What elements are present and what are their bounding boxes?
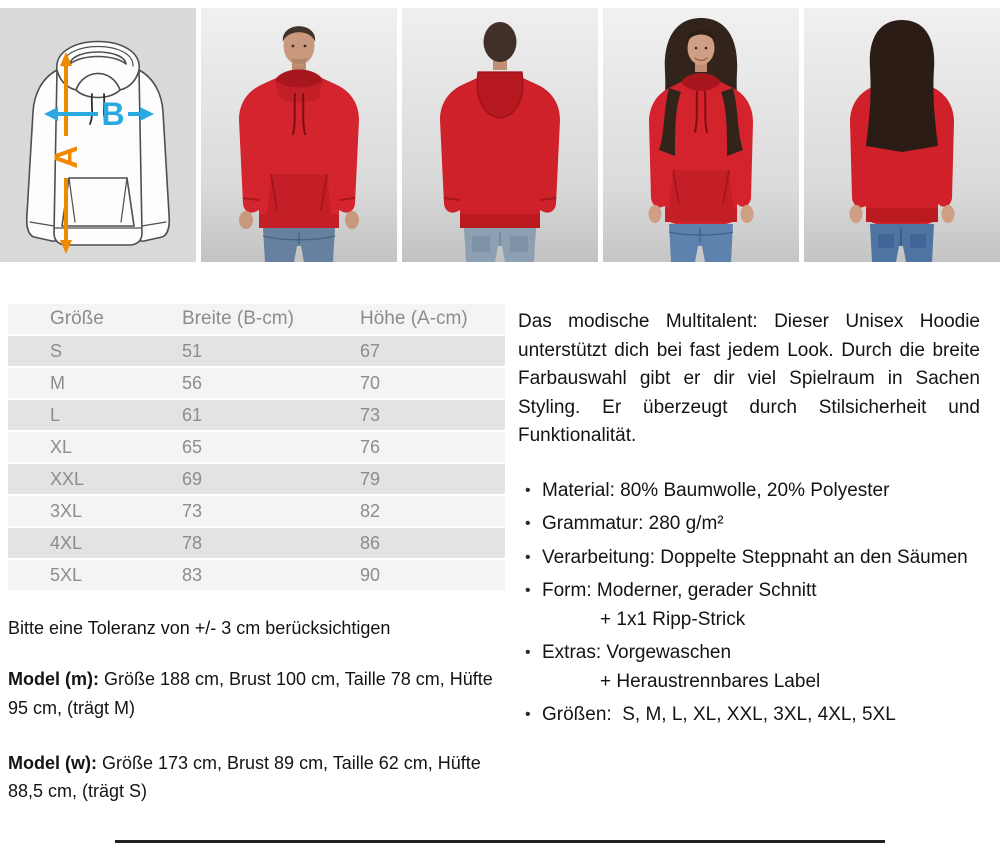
table-row — [8, 431, 505, 463]
measure-cell: 73 — [360, 399, 505, 431]
feature-item — [542, 577, 980, 634]
size-diagram-image — [0, 8, 196, 262]
measure-cell: 78 — [182, 527, 360, 559]
measure-cell: 86 — [360, 527, 505, 559]
size-cell: M — [8, 367, 182, 399]
table-header-row — [8, 304, 505, 335]
size-table-body — [8, 335, 505, 591]
feature-text: Extras: Vorgewaschen — [542, 642, 732, 663]
col-header-size: Größe — [8, 304, 182, 335]
measure-cell: 79 — [360, 463, 505, 495]
measure-cell: 56 — [182, 367, 360, 399]
feature-text: Größen: S, M, L, XL, XXL, 3XL, 4XL, 5XL — [542, 704, 896, 725]
description-column — [518, 304, 980, 806]
woman-back-image — [804, 8, 1000, 262]
table-row — [8, 367, 505, 399]
measure-cell: 82 — [360, 495, 505, 527]
table-row — [8, 335, 505, 367]
photo-woman-front — [603, 8, 799, 262]
table-row — [8, 527, 505, 559]
model-m-text: Größe 188 cm, Brust 100 cm, Taille 78 cm, Hüfte 95 cm, (trägt M) — [8, 669, 493, 718]
product-image-strip — [0, 0, 1000, 262]
size-cell: 3XL — [8, 495, 182, 527]
size-diagram — [0, 8, 196, 262]
model-w-label: Model (w): — [8, 752, 97, 773]
measure-cell: 76 — [360, 431, 505, 463]
measure-cell: 90 — [360, 559, 505, 591]
model-m-label: Model (m): — [8, 669, 99, 689]
feature-text: Material: 80% Baumwolle, 20% Polyester — [542, 479, 890, 501]
size-table — [8, 304, 505, 592]
label-a: A — [48, 145, 84, 169]
man-back-image — [402, 8, 598, 262]
measure-cell: 51 — [182, 335, 360, 367]
measure-cell: 83 — [182, 559, 360, 591]
feature-item — [542, 701, 980, 730]
measure-cell: 69 — [182, 463, 360, 495]
label-b: B — [101, 96, 125, 132]
feature-extra-line: + Heraustrennbares Label — [600, 670, 821, 692]
size-cell: 4XL — [8, 527, 182, 559]
size-cell: S — [8, 335, 182, 367]
feature-list — [518, 477, 980, 730]
detail-columns — [0, 304, 1000, 806]
measure-cell: 70 — [360, 367, 505, 399]
size-cell: L — [8, 399, 182, 431]
product-description: Das modische Multitalent: Dieser Unisex Hoodie unterstützt dich bei fast jedem Look. Durch die breite Farbauswahl gibt er dir viel Spielraum in Sachen Styling. Er überzeugt durch Stilsicherheit und Funktionalität. — [518, 311, 980, 446]
measure-cell: 67 — [360, 335, 505, 367]
tolerance-note: Bitte eine Toleranz von +/- 3 cm berücksichtigen — [8, 618, 391, 638]
photo-man-back — [402, 8, 598, 262]
man-front-image — [201, 8, 397, 262]
feature-item — [542, 544, 980, 573]
col-header-width: Breite (B-cm) — [182, 304, 360, 335]
model-w-note — [8, 749, 495, 807]
size-cell: XL — [8, 431, 182, 463]
size-chart-column — [8, 304, 505, 806]
feature-text: Verarbeitung: Doppelte Steppnaht an den Säumen — [542, 546, 968, 568]
table-row — [8, 463, 505, 495]
woman-front-image — [603, 8, 799, 262]
model-m-note — [8, 665, 495, 723]
measure-cell: 61 — [182, 399, 360, 431]
feature-extra-line: + 1x1 Ripp-Strick — [600, 608, 746, 630]
model-w-text: Größe 173 cm, Brust 89 cm, Taille 62 cm, Hüfte 88,5 cm, (trägt S) — [8, 752, 481, 802]
feature-item — [542, 510, 980, 539]
feature-item — [542, 639, 980, 696]
feature-text: Form: Moderner, gerader Schnitt — [542, 580, 817, 601]
table-row — [8, 399, 505, 431]
size-cell: XXL — [8, 463, 182, 495]
photo-man-front — [201, 8, 397, 262]
measure-cell: 73 — [182, 495, 360, 527]
feature-item — [542, 477, 980, 506]
photo-woman-back — [804, 8, 1000, 262]
feature-text: Grammatur: 280 g/m² — [542, 513, 724, 534]
table-row — [8, 495, 505, 527]
table-row — [8, 559, 505, 591]
measure-cell: 65 — [182, 431, 360, 463]
size-cell: 5XL — [8, 559, 182, 591]
col-header-height: Höhe (A-cm) — [360, 304, 505, 335]
